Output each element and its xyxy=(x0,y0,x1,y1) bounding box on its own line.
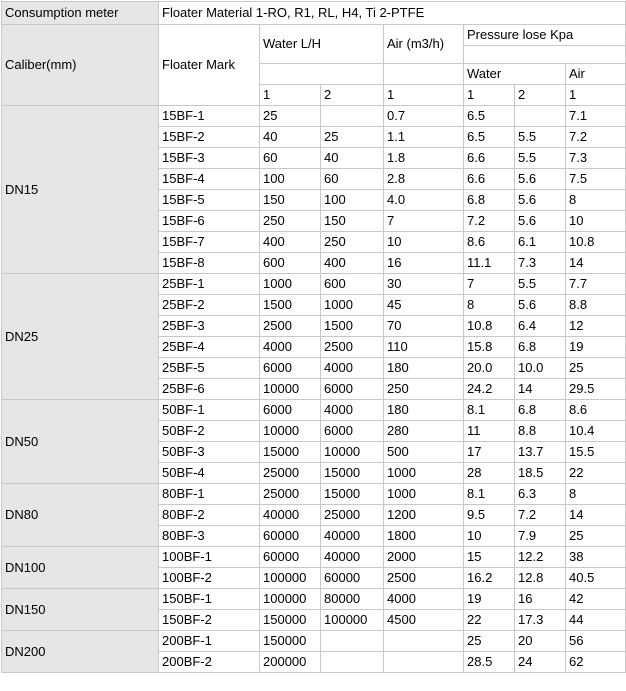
water-2-cell xyxy=(321,631,384,652)
water-2-cell: 1000 xyxy=(321,295,384,316)
water-2-cell: 15000 xyxy=(321,484,384,505)
water-2-cell: 600 xyxy=(321,274,384,295)
pressure-water-1-cell: 15 xyxy=(464,547,515,568)
pressure-water-1-cell: 6.6 xyxy=(464,169,515,190)
pressure-air-cell: 56 xyxy=(566,631,626,652)
pressure-air-cell: 40.5 xyxy=(566,568,626,589)
pressure-water-2-cell: 20 xyxy=(515,631,566,652)
table-row xyxy=(2,274,626,295)
pressure-water-1-cell: 8.1 xyxy=(464,400,515,421)
water-2-cell: 40 xyxy=(321,148,384,169)
pressure-water-2-cell: 10.0 xyxy=(515,358,566,379)
water-2-cell: 25 xyxy=(321,127,384,148)
water-1-cell: 100 xyxy=(260,169,321,190)
pressure-water-2-cell: 6.1 xyxy=(515,232,566,253)
pressure-air-cell: 7.3 xyxy=(566,148,626,169)
air-col-1-header: 1 xyxy=(384,85,464,106)
pressure-air-cell: 44 xyxy=(566,610,626,631)
pressure-water-2-cell: 7.9 xyxy=(515,526,566,547)
air-1-cell: 1000 xyxy=(384,463,464,484)
caliber-cell: DN200 xyxy=(2,631,159,673)
water-1-cell: 40000 xyxy=(260,505,321,526)
water-2-cell: 4000 xyxy=(321,400,384,421)
pressure-air-cell: 25 xyxy=(566,526,626,547)
pressure-air-cell: 10 xyxy=(566,211,626,232)
header-row-columns xyxy=(2,25,626,64)
pressure-water-2-cell: 6.3 xyxy=(515,484,566,505)
air-1-cell: 30 xyxy=(384,274,464,295)
pressure-water-1-cell: 19 xyxy=(464,589,515,610)
water-lh-header: Water L/H xyxy=(260,25,384,64)
pressure-water-1-cell: 11 xyxy=(464,421,515,442)
air-subheader-spacer xyxy=(384,64,464,85)
pressure-air-cell: 10.4 xyxy=(566,421,626,442)
water-col-1-header: 1 xyxy=(260,85,321,106)
water-2-cell: 2500 xyxy=(321,337,384,358)
water-2-cell: 100 xyxy=(321,190,384,211)
water-2-cell: 1500 xyxy=(321,316,384,337)
floater-mark-cell: 15BF-4 xyxy=(159,169,260,190)
water-2-cell: 60 xyxy=(321,169,384,190)
air-1-cell: 280 xyxy=(384,421,464,442)
floater-mark-cell: 25BF-2 xyxy=(159,295,260,316)
caliber-cell: DN50 xyxy=(2,400,159,484)
water-2-cell: 60000 xyxy=(321,568,384,589)
pressure-water-1-cell: 7.2 xyxy=(464,211,515,232)
water-2-cell: 40000 xyxy=(321,547,384,568)
pressure-air-cell: 29.5 xyxy=(566,379,626,400)
pressure-water-2-cell: 7.2 xyxy=(515,505,566,526)
water-2-cell: 6000 xyxy=(321,379,384,400)
water-1-cell: 2500 xyxy=(260,316,321,337)
pressure-water-2-cell: 5.6 xyxy=(515,211,566,232)
floater-mark-cell: 80BF-1 xyxy=(159,484,260,505)
water-2-cell: 400 xyxy=(321,253,384,274)
pressure-water-1-cell: 8 xyxy=(464,295,515,316)
caliber-cell: DN150 xyxy=(2,589,159,631)
pressure-lose-title: Pressure lose Kpa xyxy=(464,25,625,46)
pressure-air-cell: 8.6 xyxy=(566,400,626,421)
air-1-cell: 1200 xyxy=(384,505,464,526)
water-col-2-header: 2 xyxy=(321,85,384,106)
water-1-cell: 25 xyxy=(260,106,321,127)
water-1-cell: 40 xyxy=(260,127,321,148)
pressure-air-cell: 19 xyxy=(566,337,626,358)
table-body xyxy=(2,2,626,673)
pressure-air-cell: 10.8 xyxy=(566,232,626,253)
flowmeter-spec-table xyxy=(1,1,626,673)
pressure-water-1-cell: 6.5 xyxy=(464,127,515,148)
water-1-cell: 1000 xyxy=(260,274,321,295)
air-1-cell: 1000 xyxy=(384,484,464,505)
pressure-air-header: Air xyxy=(566,64,626,85)
pressure-water-1-cell: 9.5 xyxy=(464,505,515,526)
pressure-water-2-cell: 24 xyxy=(515,652,566,673)
water-subheader-spacer xyxy=(260,64,384,85)
pressure-water-1-cell: 17 xyxy=(464,442,515,463)
floater-mark-cell: 200BF-1 xyxy=(159,631,260,652)
floater-mark-cell: 50BF-4 xyxy=(159,463,260,484)
air-1-cell: 4.0 xyxy=(384,190,464,211)
pressure-water-1-cell: 15.8 xyxy=(464,337,515,358)
water-2-cell: 40000 xyxy=(321,526,384,547)
air-1-cell: 110 xyxy=(384,337,464,358)
water-1-cell: 6000 xyxy=(260,358,321,379)
floater-mark-cell: 25BF-1 xyxy=(159,274,260,295)
pressure-air-cell: 8 xyxy=(566,190,626,211)
floater-mark-cell: 50BF-3 xyxy=(159,442,260,463)
water-1-cell: 60 xyxy=(260,148,321,169)
floater-mark-cell: 15BF-7 xyxy=(159,232,260,253)
pressure-water-1-cell: 6.5 xyxy=(464,106,515,127)
pressure-water-1-cell: 20.0 xyxy=(464,358,515,379)
water-1-cell: 25000 xyxy=(260,463,321,484)
pressure-air-cell: 14 xyxy=(566,505,626,526)
caliber-cell: DN80 xyxy=(2,484,159,547)
floater-mark-cell: 15BF-1 xyxy=(159,106,260,127)
water-2-cell: 15000 xyxy=(321,463,384,484)
pressure-water-2-cell: 5.5 xyxy=(515,127,566,148)
air-1-cell: 4000 xyxy=(384,589,464,610)
air-1-cell: 1.8 xyxy=(384,148,464,169)
air-1-cell: 16 xyxy=(384,253,464,274)
pressure-water-2-cell: 7.3 xyxy=(515,253,566,274)
pressure-air-col-1-header: 1 xyxy=(566,85,626,106)
pressure-water-2-cell: 12.2 xyxy=(515,547,566,568)
pressure-water-1-cell: 11.1 xyxy=(464,253,515,274)
water-1-cell: 100000 xyxy=(260,568,321,589)
consumption-meter-label: Consumption meter xyxy=(2,2,159,25)
caliber-cell: DN25 xyxy=(2,274,159,400)
table-row xyxy=(2,484,626,505)
water-1-cell: 600 xyxy=(260,253,321,274)
pressure-air-cell: 38 xyxy=(566,547,626,568)
water-2-cell xyxy=(321,106,384,127)
pressure-water-1-cell: 28 xyxy=(464,463,515,484)
pressure-water-2-cell: 13.7 xyxy=(515,442,566,463)
floater-mark-cell: 80BF-3 xyxy=(159,526,260,547)
pressure-water-2-cell: 5.6 xyxy=(515,295,566,316)
water-2-cell xyxy=(321,652,384,673)
pressure-air-cell: 7.2 xyxy=(566,127,626,148)
pressure-water-2-cell: 5.5 xyxy=(515,148,566,169)
water-1-cell: 10000 xyxy=(260,421,321,442)
air-1-cell xyxy=(384,652,464,673)
floater-mark-cell: 80BF-2 xyxy=(159,505,260,526)
floater-mark-cell: 15BF-5 xyxy=(159,190,260,211)
pressure-water-2-cell xyxy=(515,106,566,127)
water-1-cell: 1500 xyxy=(260,295,321,316)
pressure-water-1-cell: 7 xyxy=(464,274,515,295)
caliber-header: Caliber(mm) xyxy=(2,25,159,106)
pressure-air-cell: 7.1 xyxy=(566,106,626,127)
pressure-air-cell: 25 xyxy=(566,358,626,379)
pressure-water-2-cell: 6.4 xyxy=(515,316,566,337)
pressure-water-header: Water xyxy=(464,64,566,85)
air-1-cell: 2500 xyxy=(384,568,464,589)
floater-mark-cell: 50BF-2 xyxy=(159,421,260,442)
table-row xyxy=(2,106,626,127)
water-1-cell: 25000 xyxy=(260,484,321,505)
pressure-water-1-cell: 6.6 xyxy=(464,148,515,169)
water-1-cell: 200000 xyxy=(260,652,321,673)
table-row xyxy=(2,547,626,568)
air-1-cell: 250 xyxy=(384,379,464,400)
water-1-cell: 6000 xyxy=(260,400,321,421)
header-row-title xyxy=(2,2,626,25)
air-1-cell: 10 xyxy=(384,232,464,253)
pressure-water-1-cell: 6.8 xyxy=(464,190,515,211)
floater-mark-cell: 100BF-2 xyxy=(159,568,260,589)
pressure-air-cell: 42 xyxy=(566,589,626,610)
pressure-water-1-cell: 25 xyxy=(464,631,515,652)
pressure-lose-header xyxy=(464,25,626,64)
floater-mark-cell: 100BF-1 xyxy=(159,547,260,568)
water-2-cell: 6000 xyxy=(321,421,384,442)
water-1-cell: 150000 xyxy=(260,610,321,631)
water-1-cell: 4000 xyxy=(260,337,321,358)
air-1-cell: 2.8 xyxy=(384,169,464,190)
water-2-cell: 10000 xyxy=(321,442,384,463)
pressure-water-2-cell: 5.6 xyxy=(515,169,566,190)
air-1-cell: 7 xyxy=(384,211,464,232)
air-1-cell: 45 xyxy=(384,295,464,316)
floater-mark-cell: 25BF-4 xyxy=(159,337,260,358)
pressure-water-2-cell: 8.8 xyxy=(515,421,566,442)
caliber-cell: DN100 xyxy=(2,547,159,589)
pressure-water-1-cell: 8.1 xyxy=(464,484,515,505)
floater-mark-cell: 50BF-1 xyxy=(159,400,260,421)
table-row xyxy=(2,400,626,421)
pressure-water-2-cell: 5.5 xyxy=(515,274,566,295)
water-1-cell: 100000 xyxy=(260,589,321,610)
pressure-water-col-2-header: 2 xyxy=(515,85,566,106)
pressure-water-1-cell: 22 xyxy=(464,610,515,631)
air-1-cell: 500 xyxy=(384,442,464,463)
floater-mark-cell: 25BF-6 xyxy=(159,379,260,400)
water-2-cell: 250 xyxy=(321,232,384,253)
floater-mark-cell: 15BF-8 xyxy=(159,253,260,274)
pressure-water-2-cell: 17.3 xyxy=(515,610,566,631)
pressure-water-1-cell: 10 xyxy=(464,526,515,547)
pressure-water-1-cell: 28.5 xyxy=(464,652,515,673)
water-1-cell: 250 xyxy=(260,211,321,232)
water-2-cell: 25000 xyxy=(321,505,384,526)
floater-mark-cell: 25BF-3 xyxy=(159,316,260,337)
water-1-cell: 10000 xyxy=(260,379,321,400)
pressure-air-cell: 62 xyxy=(566,652,626,673)
pressure-air-cell: 7.5 xyxy=(566,169,626,190)
pressure-air-cell: 15.5 xyxy=(566,442,626,463)
pressure-air-cell: 14 xyxy=(566,253,626,274)
air-m3h-header: Air (m3/h) xyxy=(384,25,464,64)
water-1-cell: 400 xyxy=(260,232,321,253)
water-2-cell: 150 xyxy=(321,211,384,232)
pressure-water-2-cell: 12.8 xyxy=(515,568,566,589)
table-row xyxy=(2,589,626,610)
pressure-water-col-1-header: 1 xyxy=(464,85,515,106)
water-1-cell: 15000 xyxy=(260,442,321,463)
water-1-cell: 150 xyxy=(260,190,321,211)
pressure-water-1-cell: 16.2 xyxy=(464,568,515,589)
pressure-air-cell: 12 xyxy=(566,316,626,337)
caliber-cell: DN15 xyxy=(2,106,159,274)
pressure-water-2-cell: 6.8 xyxy=(515,400,566,421)
pressure-water-2-cell: 14 xyxy=(515,379,566,400)
floater-mark-cell: 15BF-3 xyxy=(159,148,260,169)
air-1-cell: 4500 xyxy=(384,610,464,631)
pressure-air-cell: 8.8 xyxy=(566,295,626,316)
air-1-cell: 1.1 xyxy=(384,127,464,148)
pressure-water-2-cell: 18.5 xyxy=(515,463,566,484)
pressure-water-1-cell: 8.6 xyxy=(464,232,515,253)
air-1-cell: 2000 xyxy=(384,547,464,568)
air-1-cell: 1800 xyxy=(384,526,464,547)
pressure-air-cell: 22 xyxy=(566,463,626,484)
air-1-cell: 180 xyxy=(384,400,464,421)
pressure-air-cell: 7.7 xyxy=(566,274,626,295)
pressure-water-2-cell: 5.6 xyxy=(515,190,566,211)
floater-mark-cell: 25BF-5 xyxy=(159,358,260,379)
floater-mark-cell: 150BF-2 xyxy=(159,610,260,631)
floater-mark-cell: 15BF-2 xyxy=(159,127,260,148)
water-2-cell: 80000 xyxy=(321,589,384,610)
water-1-cell: 60000 xyxy=(260,526,321,547)
air-1-cell: 0.7 xyxy=(384,106,464,127)
table-row xyxy=(2,631,626,652)
air-1-cell: 180 xyxy=(384,358,464,379)
pressure-water-1-cell: 10.8 xyxy=(464,316,515,337)
air-1-cell: 70 xyxy=(384,316,464,337)
pressure-water-2-cell: 6.8 xyxy=(515,337,566,358)
pressure-water-1-cell: 24.2 xyxy=(464,379,515,400)
floater-material-label: Floater Material 1-RO, R1, RL, H4, Ti 2-PTFE xyxy=(159,2,626,25)
pressure-air-cell: 8 xyxy=(566,484,626,505)
floater-mark-cell: 200BF-2 xyxy=(159,652,260,673)
floater-mark-cell: 150BF-1 xyxy=(159,589,260,610)
water-1-cell: 60000 xyxy=(260,547,321,568)
floater-mark-header: Floater Mark xyxy=(159,25,260,106)
air-1-cell xyxy=(384,631,464,652)
water-1-cell: 150000 xyxy=(260,631,321,652)
floater-mark-cell: 15BF-6 xyxy=(159,211,260,232)
water-2-cell: 4000 xyxy=(321,358,384,379)
pressure-water-2-cell: 16 xyxy=(515,589,566,610)
water-2-cell: 100000 xyxy=(321,610,384,631)
